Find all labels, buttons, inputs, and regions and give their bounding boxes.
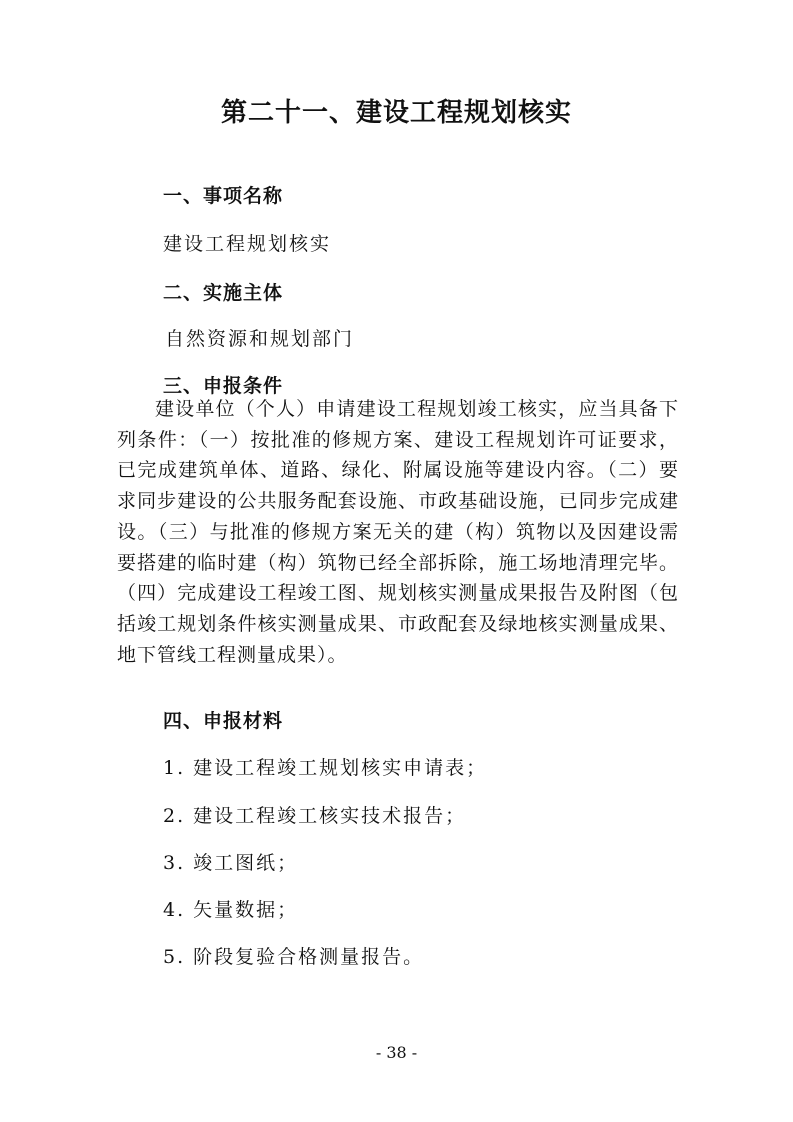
page-title: 第二十一、建设工程规划核实 <box>220 98 572 128</box>
section-heading: 二、实施主体 <box>163 282 284 304</box>
section-content: 自然资源和规划部门 <box>165 328 355 350</box>
section-heading: 三、申报条件 <box>163 375 284 397</box>
list-item: 4. 矢量数据； <box>163 899 299 921</box>
section-paragraph: 建设单位（个人）申请建设工程规划竣工核实，应当具备下列条件：（一）按批准的修规方案、建设工程规划许可证要求，已完成建筑单体、道路、绿化、附属设施等建设内容。（二）要求同步建设的公共服务配套设施、市政基础设施，已同步完成建设。（三）与批准的修规方案无关的建（构）筑物以及因建设需要搭建的临时建（构）筑物已经全部拆除，施工场地清理完毕。（四）完成建设工程竣工图、规划核实测量成果报告及附图（包括竣工规划条件核实测量成果、市政配套及绿地核实测量成果、地下管线工程测量成果）。 <box>117 398 679 666</box>
list-item: 1. 建设工程竣工规划核实申请表； <box>163 757 488 779</box>
section-heading: 四、申报材料 <box>163 710 284 732</box>
section-content: 建设工程规划核实 <box>163 233 332 255</box>
list-item: 5. 阶段复验合格测量报告。 <box>163 946 425 968</box>
page-number: - 38 - <box>375 1043 418 1062</box>
list-item: 2. 建设工程竣工核实技术报告； <box>163 805 467 827</box>
section-heading: 一、事项名称 <box>163 185 284 207</box>
list-item: 3. 竣工图纸； <box>163 852 299 874</box>
